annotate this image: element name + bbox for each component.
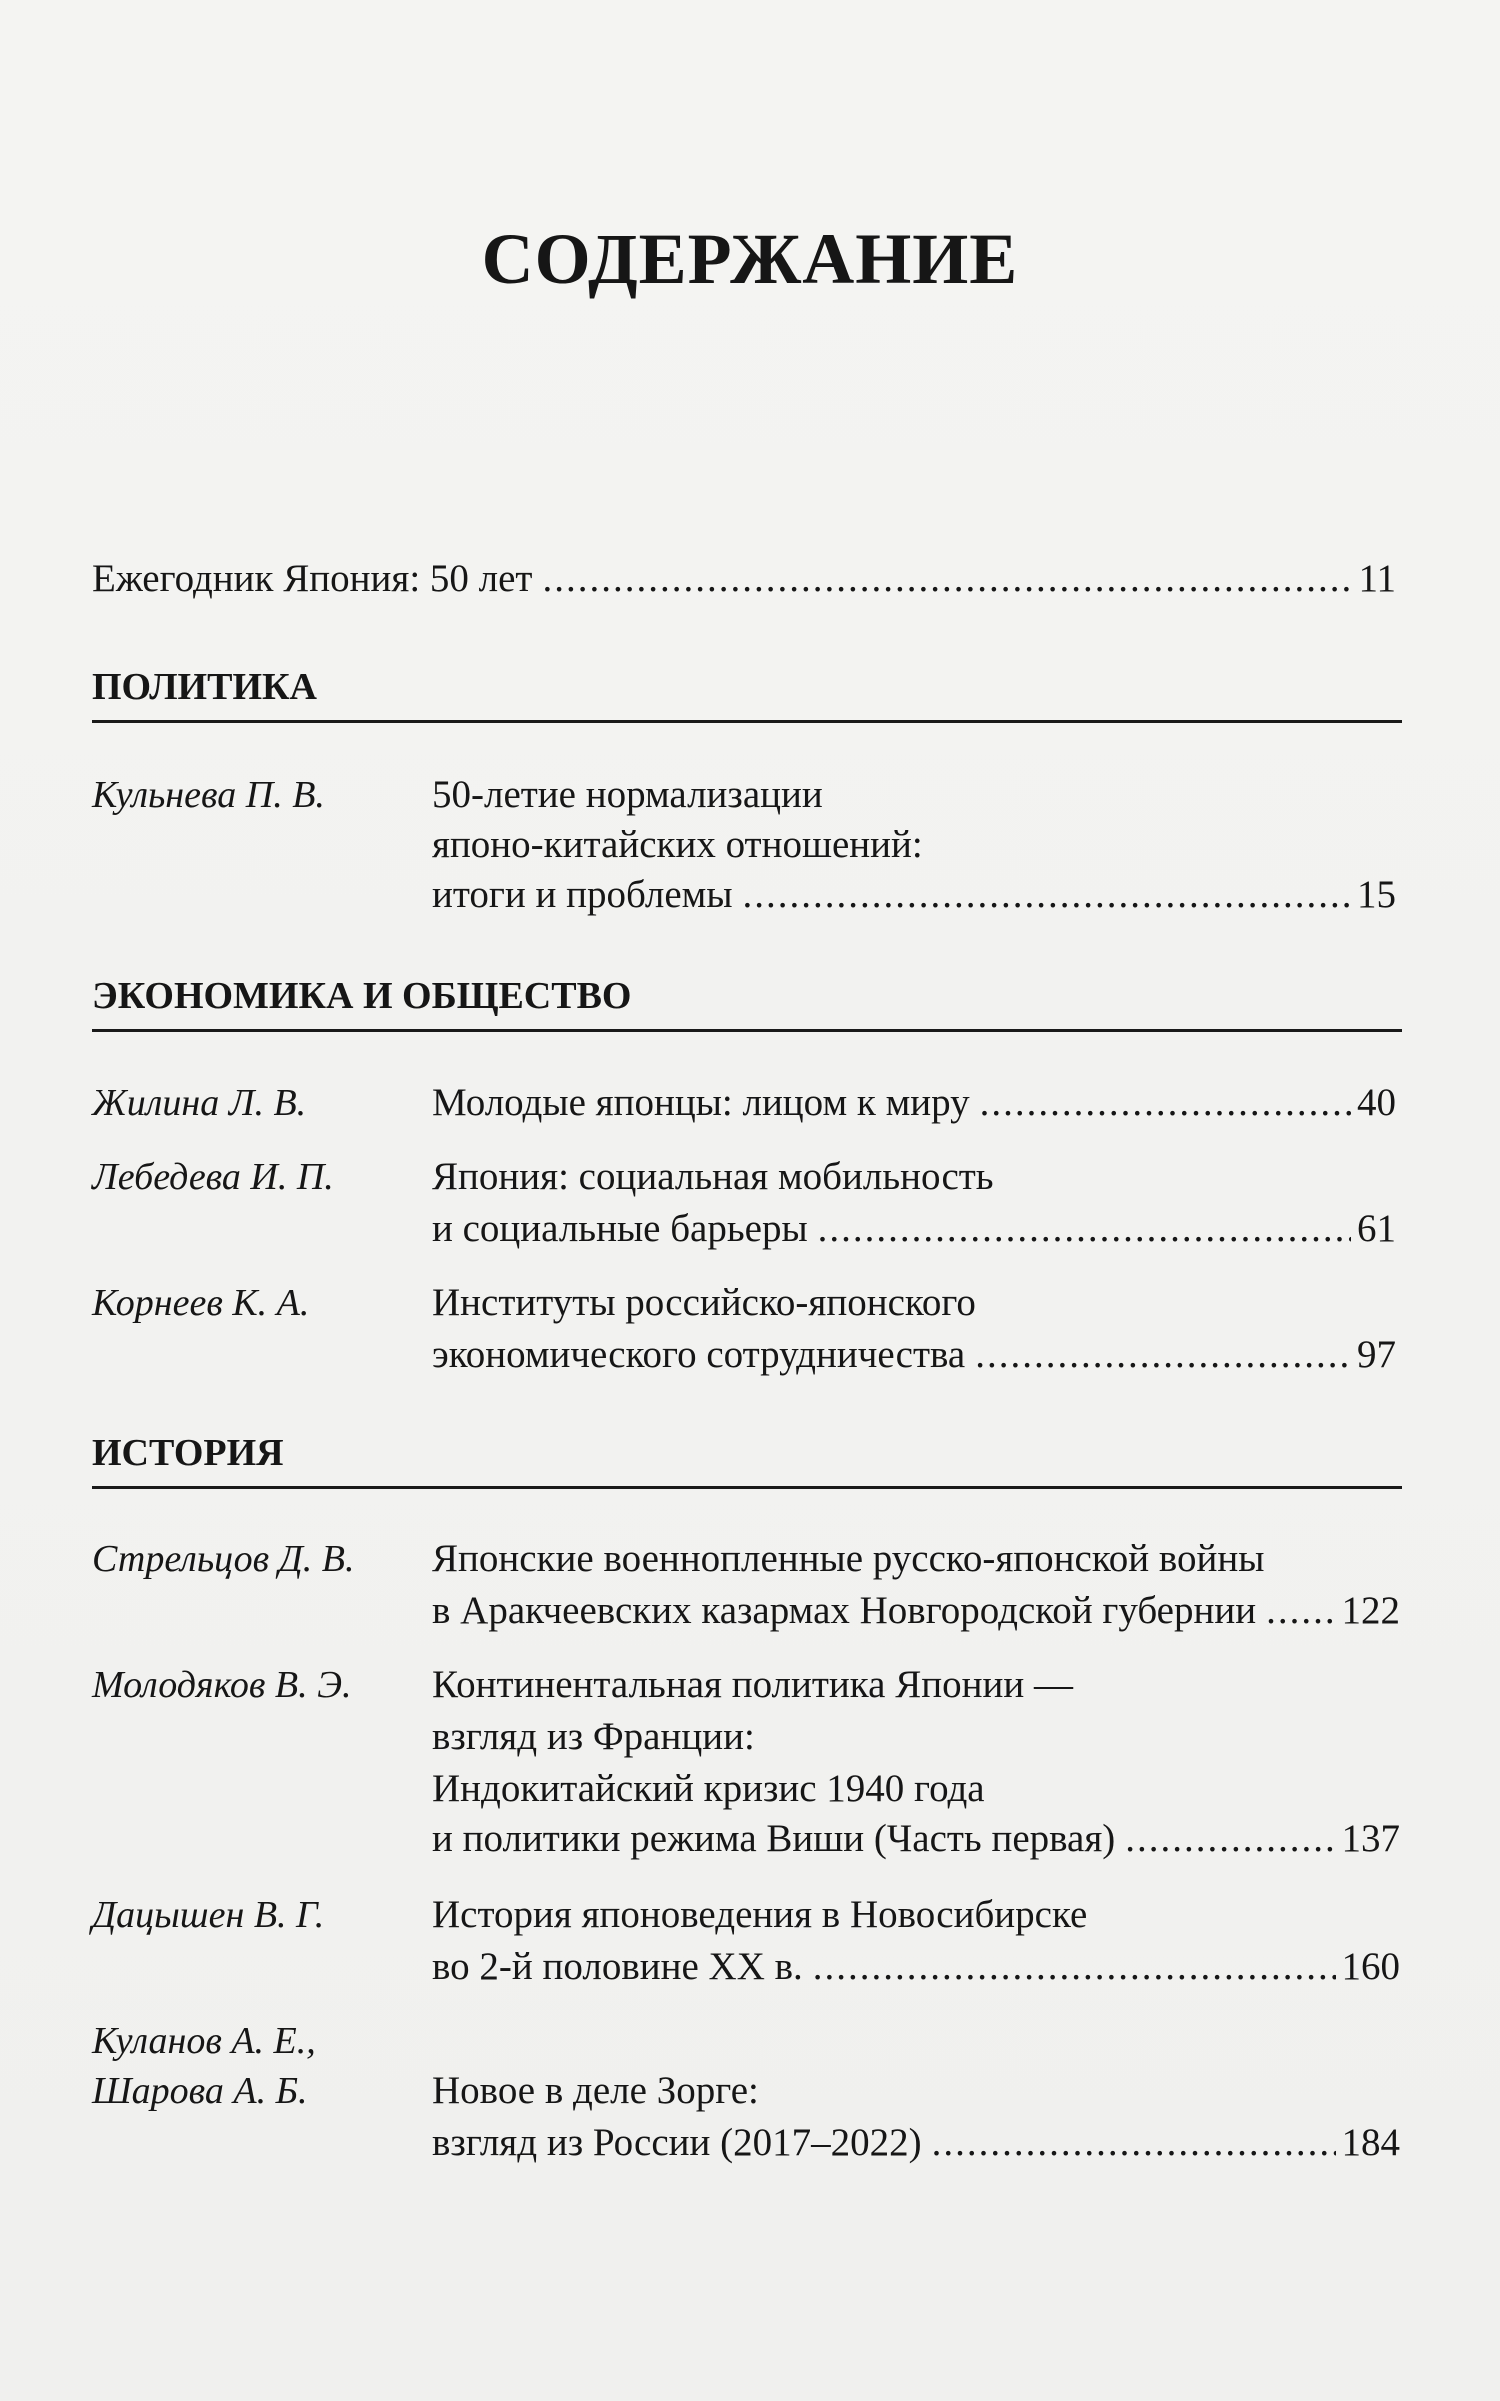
entry-title-line: итоги и проблемы [432, 873, 733, 916]
page-number: 61 [1357, 1207, 1396, 1250]
entry-title-line: взгляд из России (2017–2022) [432, 2121, 922, 2164]
entry-title-line: и политики режима Виши (Часть первая) [432, 1817, 1116, 1860]
dot-leader [1125, 1814, 1335, 1864]
section-heading-history: ИСТОРИЯ [92, 1430, 1402, 1489]
entry-author: Куланов А. Е., [92, 2020, 316, 2062]
entry-author: Кульнева П. В. [92, 774, 325, 816]
page-number: 15 [1357, 873, 1396, 916]
entry-author: Лебедева И. П. [92, 1156, 334, 1198]
toc-entry-line [432, 1586, 1400, 1636]
toc-entry-line [432, 1942, 1400, 1992]
entry-title-line: экономического сотрудничества [432, 1333, 966, 1376]
entry-title-line: 50-летие нормализации [432, 773, 823, 816]
toc-entry-title: Ежегодник Япония: 50 лет [92, 557, 533, 600]
dot-leader [813, 1942, 1336, 1992]
dot-leader [975, 1330, 1351, 1380]
dot-leader [1266, 1586, 1335, 1636]
toc-entry-line [432, 870, 1396, 920]
entry-title-line: Новое в деле Зорге: [432, 2069, 759, 2112]
page-number: 40 [1357, 1081, 1396, 1124]
entry-title-line: Японские военнопленные русско-японской войны [432, 1537, 1265, 1580]
section-heading-economy: ЭКОНОМИКА И ОБЩЕСТВО [92, 973, 1402, 1032]
entry-author: Молодяков В. Э. [92, 1664, 352, 1706]
toc-entry-line [432, 1814, 1400, 1864]
dot-leader [542, 554, 1352, 604]
entry-author: Корнеев К. А. [92, 1282, 310, 1324]
dot-leader [743, 870, 1351, 920]
entry-author: Жилина Л. В. [92, 1082, 307, 1124]
page-number: 184 [1341, 2121, 1400, 2164]
toc-entry-intro [92, 554, 1396, 604]
page-number: 11 [1358, 557, 1396, 600]
page-number: 137 [1341, 1817, 1400, 1860]
section-heading-politics: ПОЛИТИКА [92, 664, 1402, 723]
dot-leader [932, 2118, 1336, 2168]
entry-title-line: Молодые японцы: лицом к миру [432, 1081, 970, 1124]
entry-title-line: и социальные барьеры [432, 1207, 808, 1250]
entry-author: Стрельцов Д. В. [92, 1538, 355, 1580]
entry-title-line: Индокитайский кризис 1940 года [432, 1767, 985, 1810]
toc-entry-line [432, 2118, 1400, 2168]
entry-title-line: Континентальная политика Японии — [432, 1663, 1073, 1706]
entry-title-line: Япония: социальная мобильность [432, 1155, 994, 1198]
page-number: 97 [1357, 1333, 1396, 1376]
toc-entry-line [432, 1330, 1396, 1380]
dot-leader [980, 1078, 1351, 1128]
dot-leader [818, 1204, 1351, 1254]
entry-title-line: японо-китайских отношений: [432, 823, 923, 866]
entry-title-line: Институты российско-японского [432, 1281, 976, 1324]
entry-title-line: в Аракчеевских казармах Новгородской губернии [432, 1589, 1257, 1632]
page-number: 160 [1341, 1945, 1400, 1988]
page-number: 122 [1341, 1589, 1400, 1632]
entry-title-line: взгляд из Франции: [432, 1715, 755, 1758]
toc-entry-line [432, 1078, 1396, 1128]
entry-author: Дацышен В. Г. [92, 1894, 325, 1936]
entry-title-line: История японоведения в Новосибирске [432, 1893, 1088, 1936]
toc-entry-line [432, 1204, 1396, 1254]
page-title: СОДЕРЖАНИЕ [481, 219, 1019, 299]
entry-author: Шарова А. Б. [92, 2070, 308, 2112]
entry-title-line: во 2-й половине XX в. [432, 1945, 803, 1988]
